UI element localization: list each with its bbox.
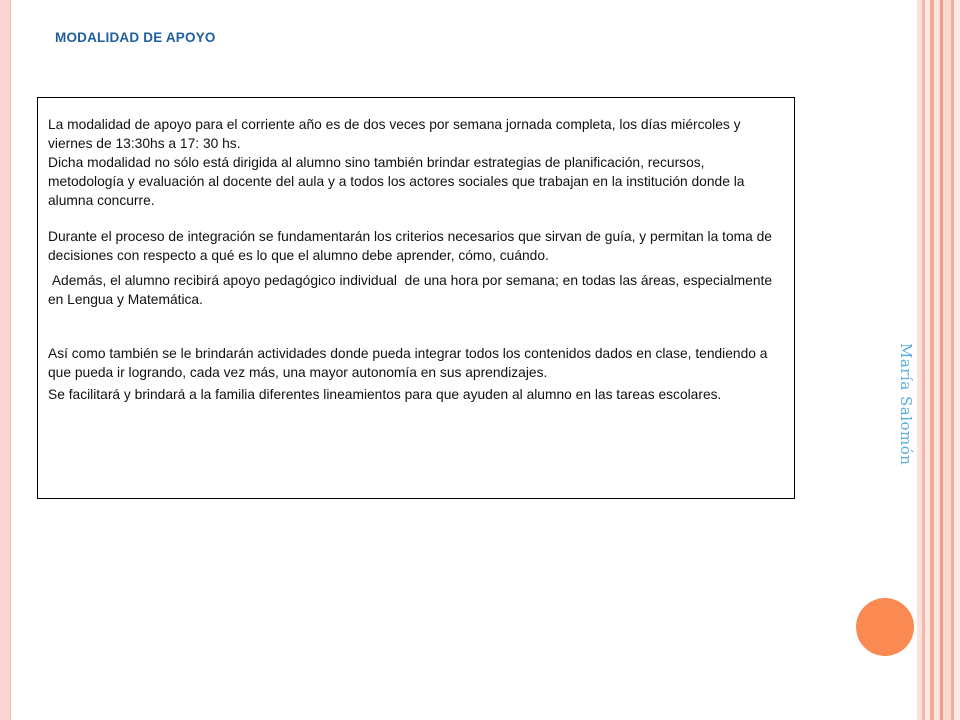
right-stripe-7: [943, 0, 951, 720]
paragraph-family: Se facilitará y brindará a la familia diferentes lineamientos para que ayuden al alumno en las tareas escolares.: [48, 387, 722, 402]
left-stripe-line: [10, 0, 11, 720]
right-stripe-9: [954, 0, 960, 720]
slide-title: MODALIDAD DE APOYO: [55, 30, 216, 45]
paragraph-criteria: Durante el proceso de integración se fundamentarán los criterios necesarios que sirvan de guía, y permitan la toma de decisiones con respecto a qué es lo que el alumno debe aprender, cómo, cuándo.: [48, 229, 772, 263]
author-name-vertical: María Salomón: [897, 343, 915, 466]
content-box: [37, 97, 795, 499]
paragraph-individual-support: Además, el alumno recibirá apoyo pedagógico individual de una hora por semana; en todas las áreas, especialmente en Lengua y Matemática.: [48, 273, 776, 307]
orange-circle-decoration: [856, 598, 914, 656]
paragraph-scope: Dicha modalidad no sólo está dirigida al alumno sino también brindar estrategias de planificación, recursos, metodología y evaluación al docente del aula y a todos los actores sociales que trabajan en la institución donde la alumna concurre.: [48, 155, 745, 208]
paragraph-schedule: La modalidad de apoyo para el corriente año es de dos veces por semana jornada completa, los días miércoles y viernes de 13:30hs a 17: 30 hs.: [48, 117, 741, 151]
left-decorative-stripe: [0, 0, 10, 720]
paragraph-activities: Así como también se le brindarán actividades donde pueda integrar todos los contenidos dados en clase, tendiendo a que pueda ir logrando, cada vez más, una mayor autonomía en sus aprendizajes.: [48, 346, 768, 380]
